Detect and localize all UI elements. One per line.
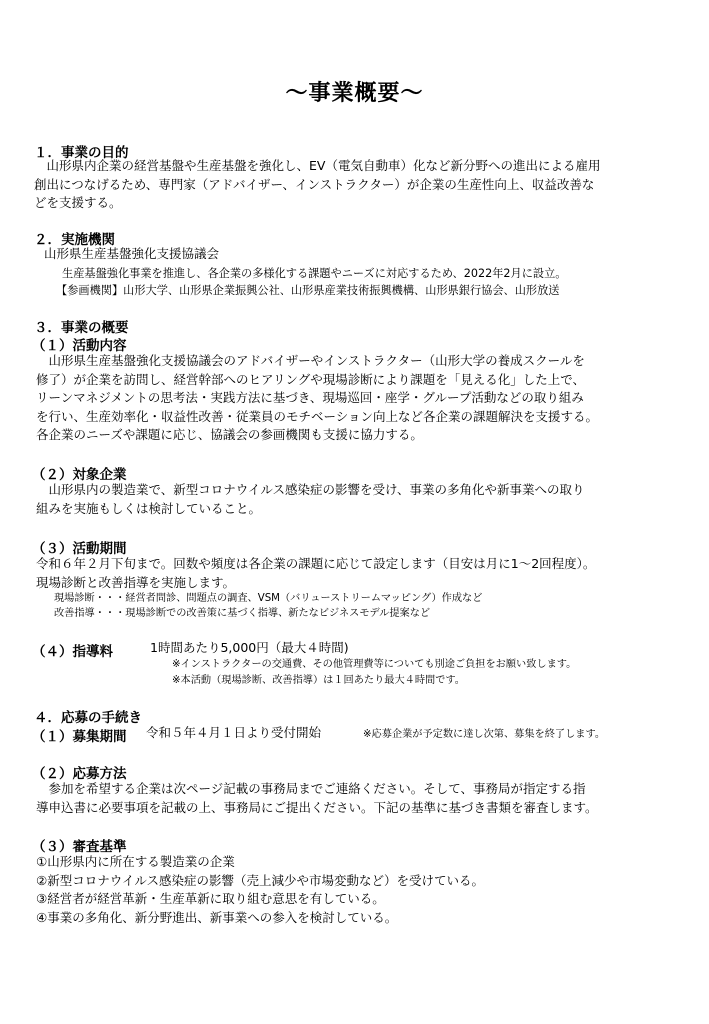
fee-amount: 1時間あたり5,000円（最大４時間) xyxy=(150,640,349,655)
period-detail: 改善指導・・・現場診断での改善策に基づく指導、新たなビジネスモデル提案など xyxy=(54,608,431,619)
org-description: 生産基盤強化事業を推進し、各企業の多様化する課題やニーズに対応するため、2022年2月に設立。 xyxy=(62,267,567,280)
section-1-heading: １．事業の目的 xyxy=(34,145,129,161)
target-line: 山形県内の製造業で、新型コロナウイルス感染症の影響を受け、事業の多角化や新事業への取り xyxy=(36,482,585,497)
criteria-list xyxy=(36,853,484,927)
activity-line: リーンマネジメントの思考法・実践方法に基づき、現場巡回・座学・グループ活動などの取り組み xyxy=(36,390,584,405)
section-1-body xyxy=(34,157,600,213)
criteria-item: ④事業の多角化、新分野進出、新事業への参入を検討している。 xyxy=(36,909,398,925)
period-line: 令和６年２月下旬まで。回数や頻度は各企業の課題に応じて設定します（目安は月に1～2回程度）。 xyxy=(36,556,596,571)
period-heading: （３）活動期間 xyxy=(32,541,127,557)
activity-heading: （１）活動内容 xyxy=(32,338,127,354)
period-body xyxy=(36,555,595,592)
period-detail: 現場診断・・・経営者問診、問題点の調査、VSM（バリューストリームマッピング）作成など xyxy=(54,593,483,604)
activity-line: を行い、生産効率化・収益性改善・従業員のモチベーション向上など各企業の課題解決を支援する。 xyxy=(36,408,599,424)
section-3-heading: ３．事業の概要 xyxy=(34,320,129,336)
target-body xyxy=(36,481,585,518)
criteria-item: ②新型コロナウイルス感染症の影響（売上減少や市場変動など）を受けている。 xyxy=(36,872,484,888)
section-1-line: 創出につなげるため、専門家（アドバイザー、インストラクター）が企業の生産性向上、収益改善な xyxy=(34,176,595,192)
section-4-heading: ４．応募の手続き xyxy=(34,710,142,726)
activity-line: 山形県生産基盤強化支援協議会のアドバイザーやインストラクター（山形大学の養成スクールを xyxy=(36,353,585,368)
method-heading: （２）応募方法 xyxy=(32,766,127,782)
criteria-heading: （３）審査基準 xyxy=(32,839,127,855)
recruit-note: ※応募企業が予定数に達し次第、募集を終了します。 xyxy=(363,729,606,740)
activity-line: 各企業のニーズや課題に応じ、協議会の参画機関も支援に協力する。 xyxy=(36,427,423,442)
recruit-period: 令和５年４月１日より受付開始 xyxy=(146,725,322,740)
recruit-heading: （１）募集期間 xyxy=(32,729,127,745)
org-name: 山形県生産基盤強化支援協議会 xyxy=(44,246,220,261)
activity-line: 修了）が企業を訪問し、経営幹部へのヒアリングや現場診断により課題を「見える化」した上で、 xyxy=(36,371,586,387)
page-title: ～事業概要～ xyxy=(285,81,424,106)
section-2-heading: ２．実施機関 xyxy=(34,232,115,248)
method-body xyxy=(36,780,598,817)
section-1-line: どを支援する。 xyxy=(34,195,122,210)
fee-note: ※本活動（現場診断、改善指導）は１回あたり最大４時間です。 xyxy=(172,675,465,686)
target-heading: （２）対象企業 xyxy=(32,467,127,483)
method-line: 導申込書に必要事項を記載の上、事務局にご提出ください。下記の基準に基づき書類を審査します。 xyxy=(36,799,598,815)
section-1-line: 山形県内企業の経営基盤や生産基盤を強化し、EV（電気自動車）化など新分野への進出による雇用 xyxy=(34,158,601,173)
criteria-item: ①山形県内に所在する製造業の企業 xyxy=(36,854,235,869)
target-line: 組みを実施もしくは検討していること。 xyxy=(36,500,262,516)
period-line: 現場診断と改善指導を実施します。 xyxy=(36,574,236,590)
fee-note: ※インストラクターの交通費、その他管理費等についても別途ご負担をお願い致します。 xyxy=(172,659,577,670)
activity-body xyxy=(36,352,598,445)
method-line: 参加を希望する企業は次ページ記載の事務局までご連絡ください。そして、事務局が指定する指 xyxy=(36,781,586,796)
fee-heading: （４）指導料 xyxy=(32,644,113,660)
criteria-item: ③経営者が経営革新・生産革新に取り組む意思を有している。 xyxy=(36,891,385,906)
participating-orgs: 【参画機関】山形大学、山形県企業振興公社、山形県産業技術振興機構、山形県銀行協会、山形放送 xyxy=(56,284,560,297)
